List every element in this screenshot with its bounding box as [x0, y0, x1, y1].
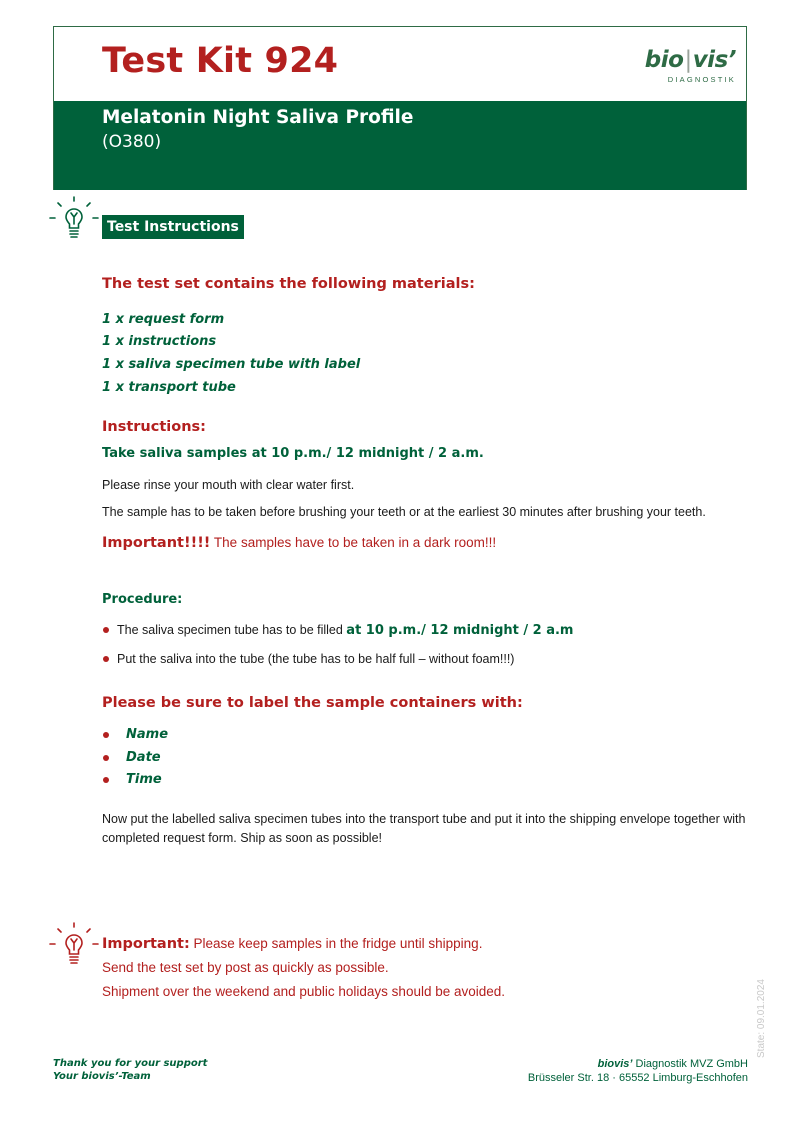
company-rest: Diagnostik MVZ GmbH	[632, 1058, 748, 1070]
material-item: 1 x instructions	[102, 334, 217, 349]
procedure-step-1	[117, 621, 573, 639]
biovis-logo	[630, 47, 740, 89]
logo-wordmark	[645, 47, 736, 73]
bullet-dot	[103, 755, 109, 761]
sample-times: Take saliva samples at 10 p.m./ 12 midnight / 2 a.m.	[102, 446, 484, 461]
bullet-dot	[103, 732, 109, 738]
product-code: (O380)	[102, 132, 162, 152]
instructions-heading: Instructions:	[102, 419, 206, 435]
important-box-label: Important:	[102, 936, 190, 952]
company-line	[528, 1057, 748, 1071]
procedure-heading: Procedure:	[102, 592, 183, 607]
closing-line-2: completed request form. Ship as soon as possible!	[102, 831, 383, 845]
logo-word-a: bio	[644, 47, 684, 73]
closing-line-1: Now put the labelled saliva specimen tubes into the transport tube and put it into the shipping envelope together with	[102, 812, 746, 826]
lightbulb-icon	[49, 196, 99, 246]
material-item: 1 x request form	[102, 312, 225, 327]
product-title: Melatonin Night Saliva Profile	[102, 107, 414, 128]
label-item: Time	[126, 772, 162, 787]
important-box-line-1: Please keep samples in the fridge until shipping.	[189, 936, 483, 951]
brushing-instruction: The sample has to be taken before brushing your teeth or at the earliest 30 minutes after brushing your teeth.	[102, 505, 706, 519]
material-item: 1 x saliva specimen tube with label	[102, 357, 361, 372]
test-instructions-badge: Test Instructions	[102, 215, 244, 239]
step-1-times: at 10 p.m./ 12 midnight / 2 a.m	[346, 623, 574, 638]
important-box-line-2: Send the test set by post as quickly as possible.	[102, 960, 389, 975]
footer-address	[528, 1057, 748, 1085]
important-box-line-3: Shipment over the weekend and public holidays should be avoided.	[102, 984, 506, 999]
important-text: The samples have to be taken in a dark room!!!	[210, 535, 497, 550]
bullet-dot	[103, 656, 109, 662]
lightbulb-icon	[49, 922, 99, 972]
important-label: Important!!!!	[102, 535, 211, 551]
step-1-text: The saliva specimen tube has to be filled	[117, 623, 347, 637]
labels-heading: Please be sure to label the sample containers with:	[102, 695, 523, 711]
kit-title: Test Kit 924	[102, 41, 339, 81]
logo-word-b: vis’	[692, 47, 736, 73]
label-item: Date	[126, 750, 161, 765]
bullet-dot	[103, 777, 109, 783]
fridge-notice	[102, 935, 482, 953]
address-line: Brüsseler Str. 18 · 65552 Limburg-Eschhofen	[527, 1072, 748, 1084]
label-item: Name	[126, 727, 169, 742]
logo-divider: |	[684, 47, 692, 73]
procedure-step-2: Put the saliva into the tube (the tube has to be half full – without foam!!!)	[117, 652, 515, 666]
logo-subtitle: DIAGNOSTIK	[667, 75, 736, 84]
state-date: State: 09.01.2024	[756, 979, 767, 1058]
company-brand: biovis’	[597, 1058, 633, 1070]
material-item: 1 x transport tube	[102, 380, 236, 395]
title-band	[54, 101, 746, 190]
materials-heading: The test set contains the following materials:	[102, 276, 475, 292]
bullet-dot	[103, 627, 109, 633]
team-line: Your biovis’-Team	[53, 1071, 151, 1082]
rinse-instruction: Please rinse your mouth with clear water first.	[102, 478, 355, 492]
header-box	[53, 26, 747, 190]
thanks-line: Thank you for your support	[53, 1058, 208, 1069]
footer-thanks	[53, 1057, 207, 1083]
dark-room-warning	[102, 534, 496, 552]
